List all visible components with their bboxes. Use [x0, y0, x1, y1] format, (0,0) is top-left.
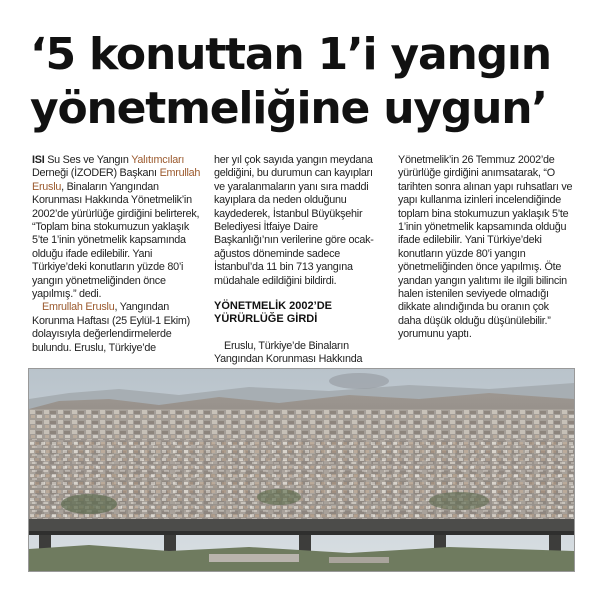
p2-text: , Yangından Korunma Haftası (25 Eylül-1 Ekim) dolayısıyla değerlendirmelerde bulundu. Eruslu, Türkiye’de: [32, 301, 190, 354]
article-column-2: [214, 154, 384, 288]
headline-line-1: ‘5 konuttan 1’i yangın: [30, 29, 551, 80]
name-highlight: Emrullah Eruslu: [32, 167, 201, 193]
article-column-3: [398, 154, 573, 342]
subheading: YÖNETMELİK 2002’DE YÜRÜRLÜĞE GİRDİ: [214, 300, 332, 325]
city-photo: [28, 368, 575, 572]
paragraph-2: [32, 301, 202, 355]
city-photo-icon: [29, 369, 574, 571]
paragraph-5: Yönetmelik’in 26 Temmuz 2002’de yürürlüğe girdiğini anımsatarak, “O tarihten sonra alınan yapı ruhsatları ve yapı kullanma izinleri incelendiğinde toplam bina stokumuzun yaklaşık 5’te 1’inin yönetmelik kapsamında olduğu ifade edilebilir. Yani Türkiye’deki konutların yüzde 80’i yangın yönetmeliğinden önce yapılmış. Öte yandan yangın yalıtımı ile ilgili bilincin halen istenilen seviyede olmadığı dikkate alındığında bu oranın çok daha düşük olduğu düşünülebilir.” yorumunu yaptı.: [398, 154, 573, 341]
p1-text-3: , Binaların Yangından Korunması Hakkında Yönetmelik’in 2002’de yürürlüğe girdiğini belirterek, “Toplam bina stokumuzun yaklaşık 5’te 1’inin yönetmelik kapsamında olduğu ifade edilebilir. Yani Türkiye’deki konutların yüzde 80’i yangın yönetmeliğinden önce yapılmış.” dedi.: [32, 180, 200, 301]
lead-word: ISI: [32, 154, 45, 166]
headline: [30, 28, 590, 136]
name-highlight-2: Emrullah Eruslu: [42, 301, 115, 314]
paragraph-1: [32, 154, 202, 301]
p1-text-1: Su Ses ve Yangın: [44, 154, 132, 166]
headline-line-2: yönetmeliğine uygun’: [30, 83, 547, 134]
article-column-2-continued: [214, 340, 384, 367]
paragraph-3: her yıl çok sayıda yangın meydana geldiğini, bu durumun can kayıpları ve yaralanmaların yanı sıra maddi kayıplara da neden olduğunu kaydederek, İstanbul Büyükşehir Belediyesi İtfaiye Daire Başkanlığı’nın verilerine göre ocak-ağustos döneminde sadece İstanbul’da 11 bin 713 yangına müdahale edildiğini bildirdi.: [214, 154, 374, 287]
article-column-1: [32, 154, 202, 355]
paragraph-4: Eruslu, Türkiye’de Binaların Yangından Korunması Hakkında: [214, 340, 363, 366]
p1-text-2: Derneği (İZODER) Başkanı: [32, 167, 160, 180]
org-highlight: Yalıtımcıları: [131, 154, 185, 166]
